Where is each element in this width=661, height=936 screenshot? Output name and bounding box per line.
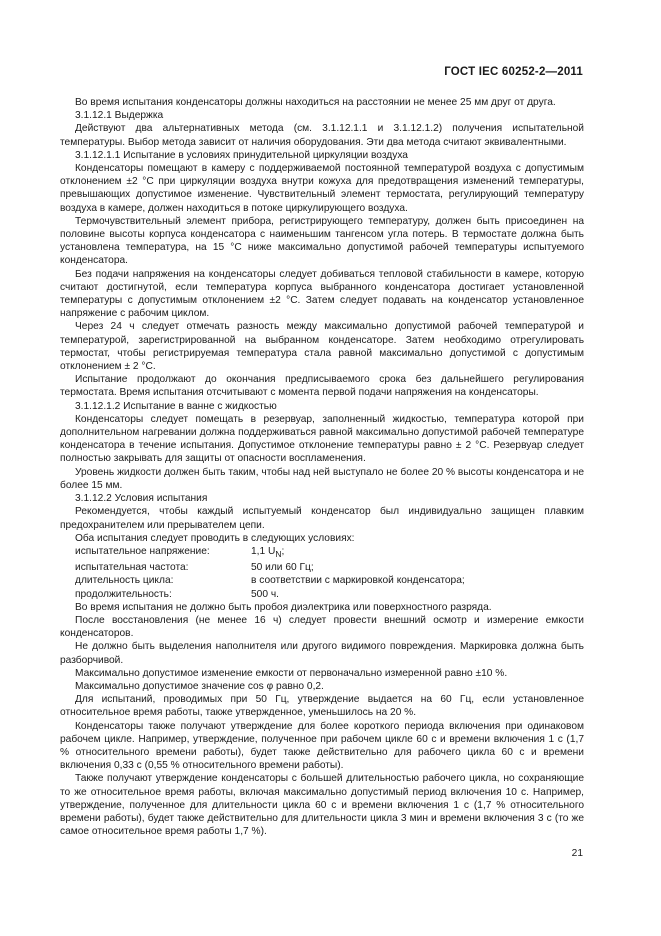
condition-value-main: 1,1 U (251, 545, 276, 557)
condition-row (60, 545, 584, 561)
condition-row (60, 588, 584, 601)
paragraph: Через 24 ч следует отмечать разность между максимально допустимой рабочей температурой и температурой, зарегистрированной на выбранном конденсаторе. Затем необходимо отрегулировать термостат, чтобы регистрируемая температура стала равной максимально допустимой с допустимым отклонением ± 2 °С. (60, 321, 584, 373)
page-number: 21 (571, 848, 583, 859)
condition-label: испытательная частота: (75, 562, 189, 574)
section-heading: 3.1.12.2 Условия испытания (75, 493, 208, 505)
condition-value-tail: ; (281, 545, 285, 557)
paragraph: Во время испытания не должно быть пробоя диэлектрика или поверхностного разряда. (75, 601, 492, 613)
condition-label: продолжительность: (75, 588, 172, 600)
paragraph: После восстановления (не менее 16 ч) следует провести внешний осмотр и измерение емкости конденсаторов. (60, 614, 584, 640)
paragraph: Испытание продолжают до окончания предписываемого срока без дальнейшего регулирования термостата. Время испытания отсчитывают с момента первой подачи напряжения на конденсаторы. (60, 374, 584, 399)
paragraph: Оба испытания следует проводить в следующих условиях: (75, 532, 355, 544)
document-header: ГОСТ IEC 60252-2—2011 (444, 66, 583, 78)
paragraph: Для испытаний, проводимых при 50 Гц, утверждение выдается на 60 Гц, если установленное относительное время работы, также утвержденное, уменьшилось на 20 %. (60, 694, 584, 719)
paragraph: Конденсаторы следует помещать в резервуар, заполненный жидкостью, температура которой при дополнительном нагревании должна поддерживаться равной максимально допустимой рабочей температуре конденсатора в течение испытания. Допустимое отклонение температуры равно ± 2 °С. Резервуар следует полностью закрывать для защиты от опасности воспламенения. (60, 413, 584, 465)
paragraph: Не должно быть выделения наполнителя или другого видимого повреждения. Маркировка должна быть разборчивой. (60, 641, 584, 666)
section-heading: 3.1.12.1.1 Испытание в условиях принудительной циркуляции воздуха (75, 149, 408, 161)
paragraph: Без подачи напряжения на конденсаторы следует добиваться тепловой стабильности в камере, которую считают достигнутой, если температура корпуса выбранного конденсатора достигает установленной температуры с допустимым отклонением ±2 °С. Затем следует подавать на конденсатор установленное напряжение с рабочим циклом. (60, 268, 584, 320)
paragraph: Термочувствительный элемент прибора, регистрирующего температуру, должен быть присоединен на половине высоты корпуса конденсатора с наименьшим тангенсом угла потерь. В термостате должна быть установлена температура, на 15 °С ниже максимально допустимой рабочей температуры испытуемого конденсатора. (60, 215, 584, 267)
paragraph: Во время испытания конденсаторы должны находиться на расстоянии не менее 25 мм друг от друга. (75, 97, 556, 108)
condition-value: в соответствии с маркировкой конденсатора; (251, 575, 465, 587)
condition-label: длительность цикла: (75, 575, 174, 587)
paragraph: Максимально допустимое значение cos φ равно 0,2. (75, 680, 324, 692)
paragraph: Также получают утверждение конденсаторы с большей длительностью рабочего цикла, но сохраняющие то же относительное время работы, включая максимально допустимый период включения 10 с. Например, утверждение, полученное для длительности цикла 60 с и времени включения 1 с (1,7 % относительного времени работы), будет также действительно для длительности цикла 3 мин и времени включения 3 с (то же самое относительное время работы 1,7 %). (60, 773, 584, 838)
paragraph: Рекомендуется, чтобы каждый испытуемый конденсатор был индивидуально защищен плавким предохранителем или прерывателем цепи. (60, 506, 584, 531)
condition-value: 500 ч. (251, 588, 279, 600)
paragraph: Действуют два альтернативных метода (см. 3.1.12.1.1 и 3.1.12.1.2) получения испытательной температуры. Выбор метода зависит от наличия оборудования. Эти два метода считают эквивалентными. (60, 123, 584, 148)
paragraph: Уровень жидкости должен быть таким, чтобы над ней выступало не более 20 % высоты конденсатора и не более 15 мм. (60, 466, 584, 491)
paragraph: Конденсаторы помещают в камеру с поддерживаемой постоянной температурой воздуха с допустимым отклонением ±2 °С при циркуляции воздуха внутри кожуха для предотвращения изменений температуры, превышающих допустимое изменение. Чувствительный элемент термостата, регулирующий температуру воздуха в камере, должен находиться в потоке циркулирующего воздуха. (60, 163, 584, 214)
paragraph: Конденсаторы также получают утверждение для более короткого периода включения при одинаковом рабочем цикле. Например, утверждение, полученное при рабочем цикле 60 с и времени включения 1 с (1,7 % относительного времени работы), будет также действительно для рабочего цикла 60 с и времени включения 0,33 с (0,55 % относительного времени работы). (60, 720, 584, 772)
condition-label: испытательное напряжение: (75, 545, 210, 557)
section-heading: 3.1.12.1.2 Испытание в ванне с жидкостью (75, 400, 277, 412)
condition-value (251, 545, 584, 561)
document-body (60, 96, 584, 838)
condition-value-subscript: N (275, 548, 282, 559)
paragraph: Максимально допустимое изменение емкости от первоначально измеренной равно ±10 %. (75, 667, 508, 679)
condition-value: 50 или 60 Гц; (251, 562, 314, 574)
section-heading: 3.1.12.1 Выдержка (75, 110, 164, 122)
condition-row (60, 561, 584, 574)
condition-row (60, 574, 584, 587)
